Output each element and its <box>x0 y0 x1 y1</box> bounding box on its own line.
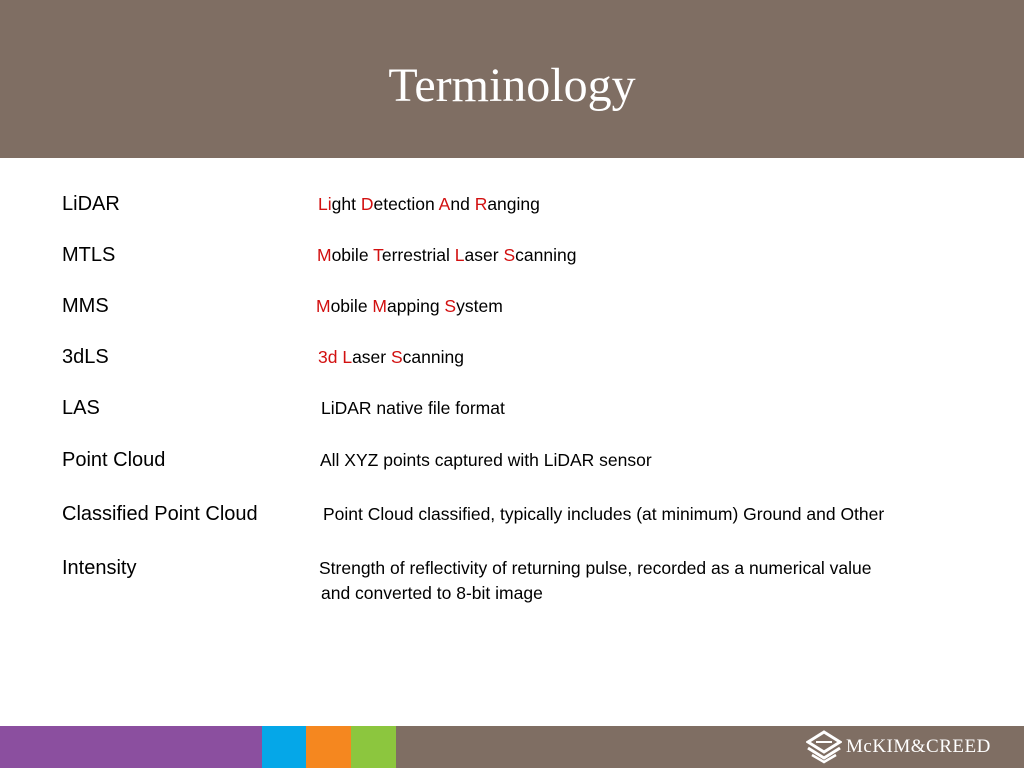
definition-segment: D <box>360 194 374 214</box>
definition-segment: anging <box>487 194 540 214</box>
definition-intensity <box>319 556 872 606</box>
definition-las <box>321 400 505 418</box>
term-point-cloud: Point Cloud <box>62 449 166 471</box>
definition-segment: obile <box>330 296 373 316</box>
definition-segment: Point Cloud classified, typically includes (at minimum) Ground and Other <box>323 504 885 524</box>
definition-segment: etection <box>373 194 439 214</box>
definition-segment: S <box>444 296 457 316</box>
definition-segment: Li <box>318 194 332 214</box>
definition-segment: canning <box>402 347 464 367</box>
definition-mtls <box>317 247 576 265</box>
definition-segment: canning <box>515 245 577 265</box>
title-bar <box>0 0 1024 158</box>
definition-classified-point-cloud <box>323 506 884 524</box>
logo-mark-icon <box>806 730 842 764</box>
term-lidar: LiDAR <box>62 193 120 215</box>
definition-mms <box>316 298 503 316</box>
term-mtls: MTLS <box>62 244 116 266</box>
definition-segment: obile <box>331 245 374 265</box>
definition-3dls <box>318 349 464 367</box>
definition-lidar <box>318 196 540 214</box>
term-mms: MMS <box>62 295 109 317</box>
definition-segment: nd <box>450 194 475 214</box>
footer-strip-purple <box>0 726 262 768</box>
definition-segment: All XYZ points captured with LiDAR sensor <box>320 450 652 470</box>
definition-segment: apping <box>387 296 445 316</box>
logo-wordmark: McKIM&CREED <box>846 736 991 757</box>
definition-segment: LiDAR native file format <box>321 398 505 418</box>
definition-segment: L <box>342 347 353 367</box>
term-intensity: Intensity <box>62 557 137 579</box>
definition-segment: ystem <box>456 296 503 316</box>
company-logo <box>806 728 1016 766</box>
footer-strip-orange <box>306 726 351 768</box>
term-classified-point-cloud: Classified Point Cloud <box>62 503 258 525</box>
definition-intensity-line1 <box>319 556 872 581</box>
definition-segment: M <box>316 296 331 316</box>
footer-strip-blue <box>262 726 306 768</box>
definition-segment: errestrial <box>381 245 455 265</box>
definition-segment: A <box>438 194 451 214</box>
footer-strip-green <box>351 726 396 768</box>
definition-segment: Strength of reflectivity of returning pulse, recorded as a numerical value <box>319 558 872 578</box>
definition-point-cloud <box>320 452 652 470</box>
definition-segment: M <box>372 296 387 316</box>
definition-segment: R <box>474 194 488 214</box>
definition-segment: aser <box>464 245 504 265</box>
definition-segment: aser <box>352 347 391 367</box>
definition-segment: L <box>454 245 465 265</box>
definition-intensity-line2: and converted to 8-bit image <box>321 583 543 603</box>
term-las: LAS <box>62 397 100 419</box>
slide-title: Terminology <box>388 59 636 112</box>
definition-segment: T <box>373 245 382 265</box>
definition-segment: ght <box>331 194 361 214</box>
definition-segment: S <box>390 347 403 367</box>
definition-segment: 3d <box>318 347 343 367</box>
definition-segment: S <box>503 245 516 265</box>
term-3dls: 3dLS <box>62 346 109 368</box>
definition-segment: M <box>317 245 332 265</box>
